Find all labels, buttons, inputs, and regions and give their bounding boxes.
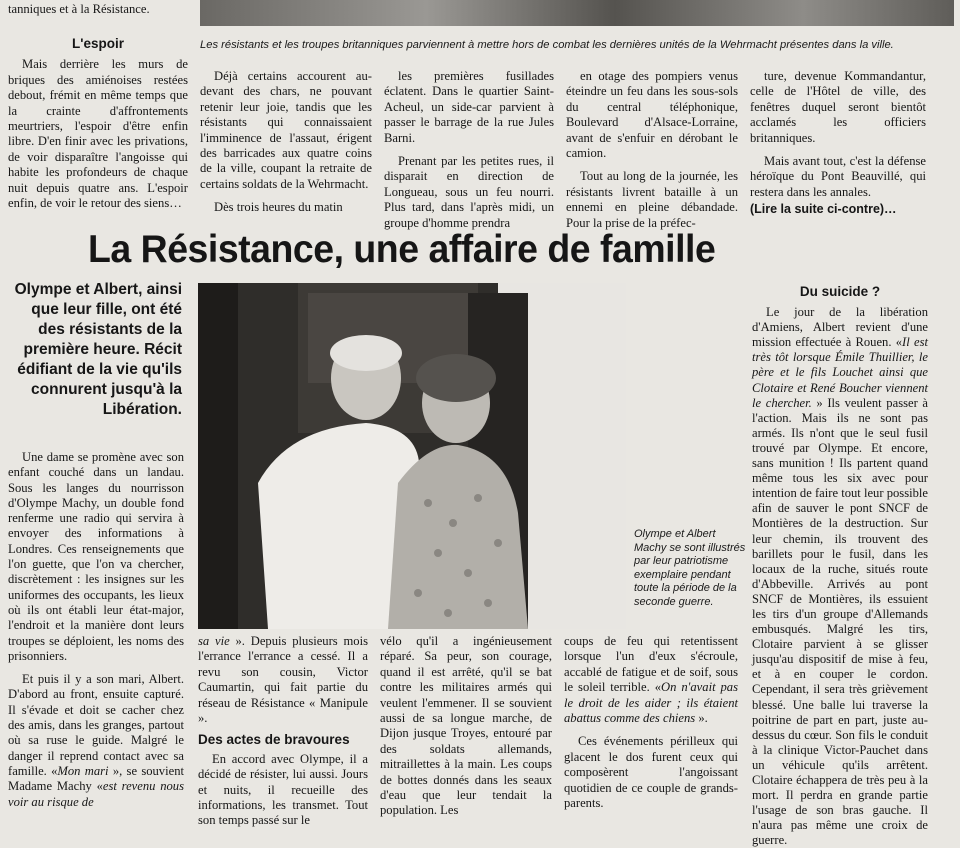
- bottom-column-1: sa vie ». Depuis plusieurs mois l'errance l'errance a cessé. Il a revu son cousin, Victor Caumartin, qui fait partie du réseau de Résistance « Manipule ». Des actes de bravoures En accord avec Olympe, il a décidé de résister, lui aussi. Jours et nuits, il recueille des informations, les transmet. Tout son temps passé sur le: [198, 634, 368, 828]
- bravoures-heading: Des actes de bravoures: [198, 732, 350, 748]
- main-photo: [198, 283, 626, 629]
- top-fragment: tanniques et à la Résistance.: [8, 2, 150, 16]
- espoir-text: Mais derrière les murs de briques des amiénoises restées debout, frémit en même temps que la crainte d'affrontements meurtriers, l'espoir d'être enfin libre. D'en finir avec les privations, de voir disparaître l'angoisse qui habite les profondeurs de chaque nuit depuis quatre ans. L'espoir enfin, de voir le retour des siens…: [8, 57, 188, 211]
- headline: La Résistance, une affaire de famille: [88, 228, 716, 271]
- top-column-2: Déjà certains accourent au-devant des chars, ne pouvant retenir leur joie, tandis que les résistants qui connaissaient l'imminence de l'assaut, érigent des barricades aux quatre coins de la ville, coupant la retraite de certains soldats de la Wehrmacht. Dès trois heures du matin: [200, 69, 372, 215]
- top-column-5: ture, devenue Kommandantur, celle de l'Hôtel de ville, des fenêtres duquel seront bientôt acclamés les officiers britanniques. Mais avant tout, c'est la défense héroïque du Pont Beauvillé, qui restera dans les annales. (Lire la suite ci-contre)…: [750, 69, 926, 217]
- read-more-link[interactable]: (Lire la suite ci-contre)…: [750, 202, 897, 217]
- left-column: Une dame se promène avec son enfant couché dans un landau. Sous les langes du nourrisson d'Olympe Machy, un double fond renferme une radio qui servira à envoyer des informations à Londres. Ces renseignements que l'on guette, que l'on va chercher, discrètement : les insignes sur les uniformes des occupants, les lieux où ils ont établi leur état-major, l'endroit et la manière dont leurs troupes se déploient, les noms des prisonniers. Et puis il y a son mari, Albert. D'abord au front, ensuite capturé. Il s'évade et doit se cacher chez des amis, dans les granges, partout où sa ruse le guide. Malgré le danger il reprend contact avec sa famille. «Mon mari », se souvient Madame Machy «est revenu nous voir au risque de: [8, 450, 184, 809]
- espoir-heading: L'espoir: [72, 36, 124, 51]
- deck: Olympe et Albert, ainsi que leur fille, ont été des résistants de la première heure. Récit édifiant de la vie qu'ils connurent jusqu'à la Libération.: [14, 281, 182, 418]
- top-column-4: en otage des pompiers venus éteindre un feu dans les sous-sols du central téléphonique, Boulevard d'Alsace-Lorraine, avant de s'enfuir en dérobant le camion. Tout au long de la journée, les résistants livrent bataille à un ennemi en pleine débandade. Pour la prise de la préfec-: [566, 69, 738, 230]
- suicide-heading: Du suicide ?: [799, 284, 881, 299]
- top-photo-caption: Les résistants et les troupes britanniques parviennent à mettre hors de combat les dernières unités de la Wehrmacht présentes dans la ville.: [200, 39, 894, 51]
- top-column-3: les premières fusillades éclatent. Dans le quartier Saint-Acheul, un side-car parvient à passer le barrage de la rue Jules Barni. Prenant par les petites rues, il disparait en direction de Longueau, sous un feu nourri. Plus tard, dans l'après midi, un groupe d'homme prendra: [384, 69, 554, 230]
- right-column: Du suicide ? Le jour de la libération d'Amiens, Albert revient d'une mission effectuée à Rouen. «Il est très tôt lorsque Émile Thuillier, le père et le fils Louchet ainsi que Clotaire et René Boucher viennent le chercher. » Ils veulent passer à l'action. Mais ils ne sont pas armés. Ils n'ont que le seul fusil trouvé par Olympe. Et encore, sans munition ! Ils partent quand même tous les six avec pour intention de faire tout leur possible afin de sauver le pont SNCF de Montières de la destruction. Sur leur chemin, ils trouvent des barillets pour le fusil, dans les locaux de la ruche, situés route d'Abbeville. Arrivés au pont SNCF de Montières, ils essuient les tirs d'un groupe d'Allemands embusqués. Malgré les tirs, Clotaire parvient à se glisser jusqu'au dispositif de mise à feu, et à en couper le cordon. Cependant, il sera très grièvement blessé. Une balle lui traverse la poitrine de part en part, juste au-dessus du cœur. Son fils le conduit à la clinique Victor-Pauchet dans un véhicule qu'ils arrêtent. Clotaire échappera de très peu à la mort. Il perdra en grande partie l'usage de son bras gauche. Il n'aura pas même une croix de guerre.: [752, 284, 929, 848]
- bottom-column-2: vélo qu'il a ingénieusement réparé. Sa peur, son courage, quand il est arrêté, qu'il se bat contre les militaires armés qui veulent l'emmener. Il se souvient aussi de sa longue marche, de Dijon jusque Troyes, entouré par des soldats allemands, mitraillettes à la main. Les coups de bottes donnés dans les seaux d'eau que leur tendait la population. Les: [380, 634, 552, 818]
- espoir-column: [8, 34, 188, 211]
- bottom-column-3: coups de feu qui retentissent lorsque l'un d'eux s'écroule, accablé de fatigue et de soif, sous le soleil terrible. «On n'avait pas le droit de les aider ; ils étaient abattus comme des chiens ». Ces événements périlleux qui glacent le dos furent ceux qui composèrent l'angoissant quotidien de ce couple de grands-parents.: [564, 634, 739, 811]
- top-photo: [200, 0, 954, 26]
- main-photo-caption: Olympe et Albert Machy se sont illustrés par leur patriotisme exemplaire pendant toute la période de la seconde guerre.: [634, 528, 746, 608]
- couple-photo-illustration: [198, 283, 626, 629]
